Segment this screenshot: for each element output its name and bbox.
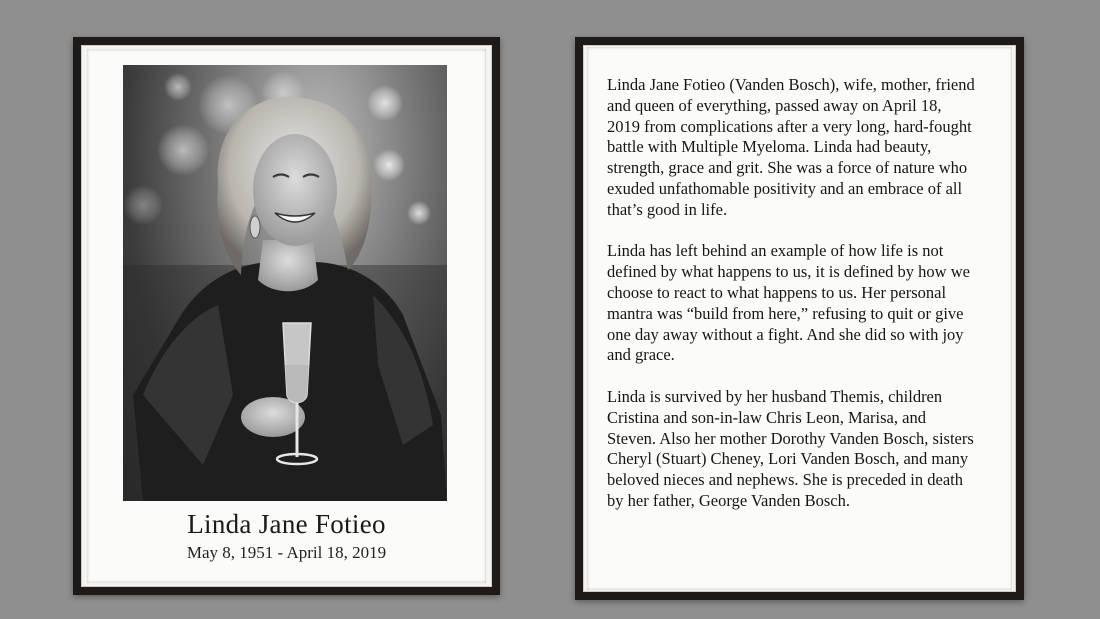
obituary-paragraph: Linda Jane Fotieo (Vanden Bosch), wife, mother, friend and queen of everything, passed away on April 18, 2019 from complications after a very long, hard-fought battle with Multiple Myeloma. Linda had beauty, strength, grace and grit. She was a force of nature who exuded unfathomable positivity and an embrace of all that’s good in life. — [607, 75, 975, 219]
obituary-text — [607, 75, 977, 533]
portrait-photo-icon — [123, 65, 447, 501]
memorial-dates: May 8, 1951 - April 18, 2019 — [186, 543, 387, 562]
portrait-card — [87, 49, 486, 583]
memorial-name: Linda Jane Fotieo — [187, 509, 386, 539]
portrait-frame — [73, 37, 500, 595]
obituary-paragraph: Linda has left behind an example of how life is not defined by what happens to us, it is defined by how we choose to react to what happens to us. Her personal mantra was “build from here,” refusing to quit or give one day away without a fight. And she did so with joy and grace. — [607, 241, 970, 365]
portrait-photo — [123, 65, 447, 501]
obituary-card — [587, 47, 1012, 590]
obituary-paragraph: Linda is survived by her husband Themis, children Cristina and son-in-law Chris Leon, Marisa, and Steven. Also her mother Dorothy Vanden Bosch, sisters Cheryl (Stuart) Cheney, Lori Vanden Bosch, and many beloved nieces and nephews. She is preceded in death by her father, George Vanden Bosch. — [607, 386, 974, 510]
obituary-frame — [575, 37, 1024, 600]
